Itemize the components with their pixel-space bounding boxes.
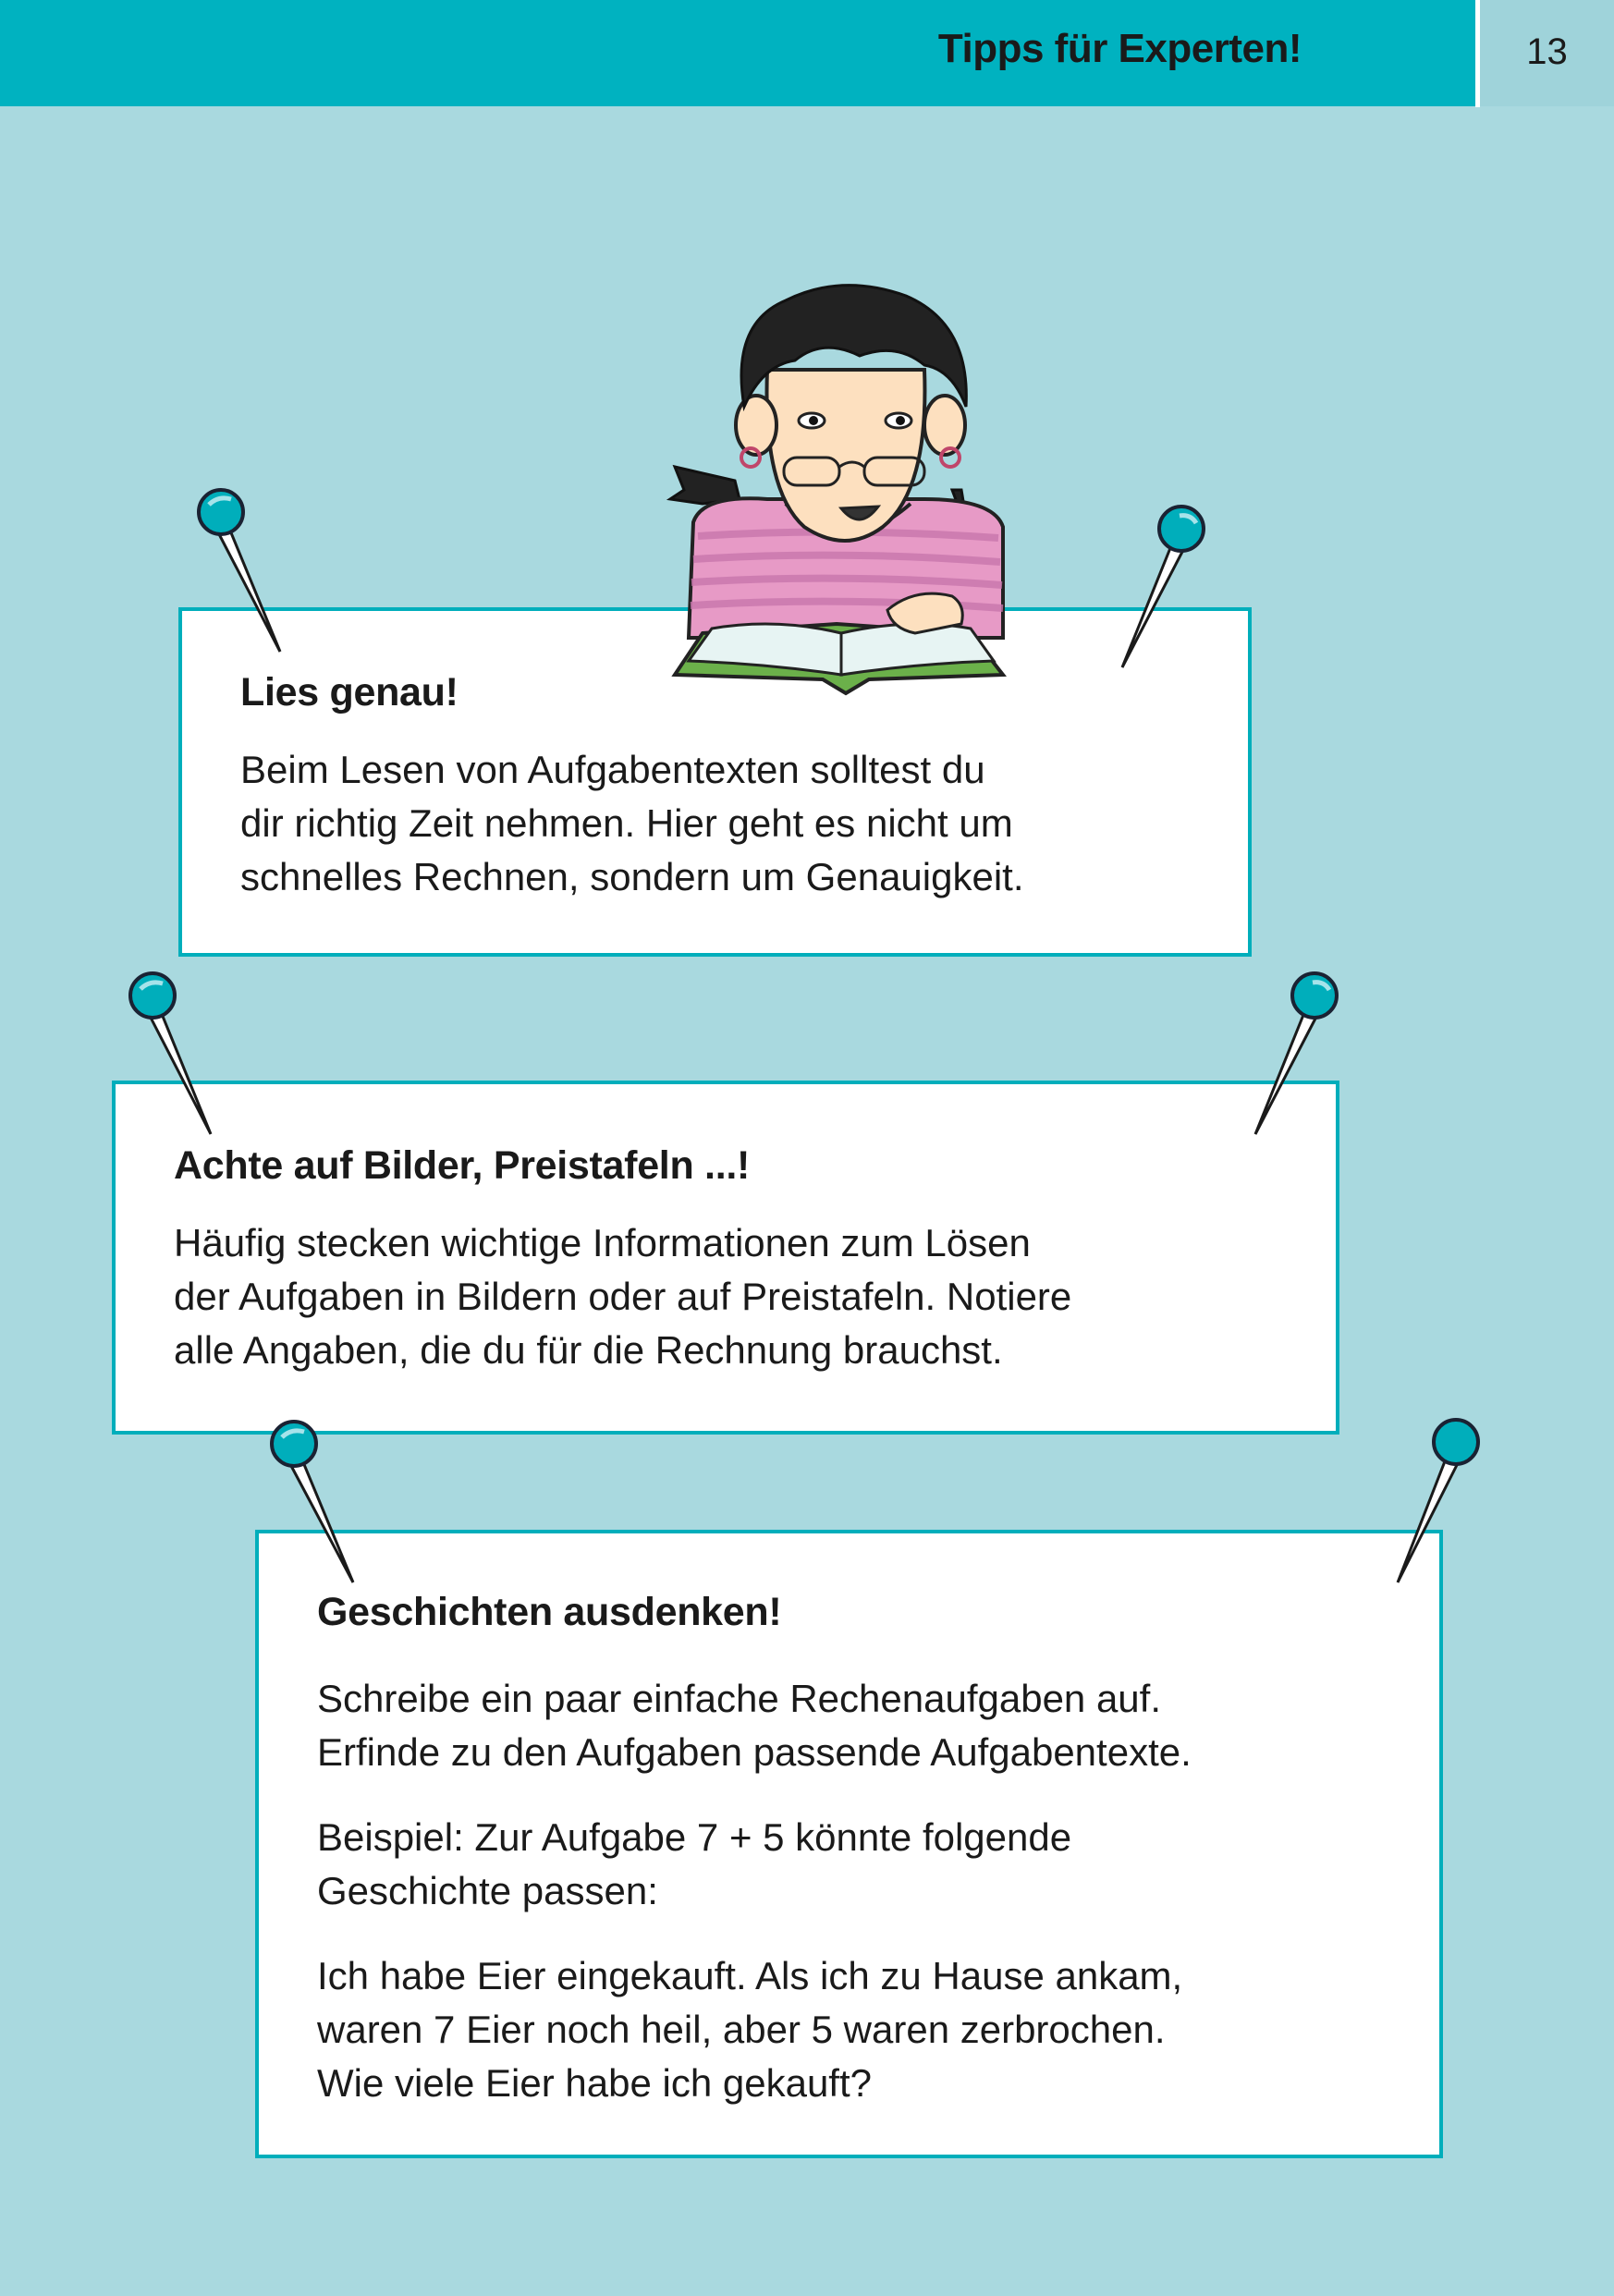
note-body [240,743,1024,904]
girl-reading-illustration [647,268,1035,702]
note-body [317,1672,1192,2110]
page-number-box [1480,0,1614,106]
note-title: Lies genau! [240,670,459,714]
note-line: schnelles Rechnen, sondern um Genauigkeit. [240,855,1024,898]
note-line: Ich habe Eier eingekauft. Als ich zu Hause ankam, [317,1954,1183,1997]
note-line: alle Angaben, die du für die Rechnung brauchst. [174,1328,1003,1372]
note-line: Beispiel: Zur Aufgabe 7 + 5 könnte folgende [317,1815,1072,1859]
note-line: dir richtig Zeit nehmen. Hier geht es nicht um [240,801,1013,845]
note-body [174,1216,1071,1377]
header-bar [0,0,1475,106]
note-line: Häufig stecken wichtige Informationen zum Lösen [174,1221,1031,1264]
note-line: Schreibe ein paar einfache Rechenaufgaben auf. [317,1677,1162,1720]
note-card-pictures-price-boards [112,1081,1339,1435]
note-line: der Aufgaben in Bildern oder auf Preistafeln. Notiere [174,1275,1072,1318]
note-card-make-up-stories [255,1530,1443,2158]
page-title: Tipps für Experten! [937,26,1302,71]
note-line: Erfinde zu den Aufgaben passende Aufgabentexte. [317,1730,1192,1774]
note-line: Wie viele Eier habe ich gekauft? [317,2061,872,2105]
page-number: 13 [1526,31,1568,72]
note-line: Beim Lesen von Aufgabentexten solltest du [240,748,985,791]
note-line: waren 7 Eier noch heil, aber 5 waren zerbrochen. [317,2008,1166,2051]
note-line: Geschichte passen: [317,1869,658,1912]
note-title: Achte auf Bilder, Preistafeln ...! [174,1143,751,1188]
note-title: Geschichten ausdenken! [317,1590,782,1634]
